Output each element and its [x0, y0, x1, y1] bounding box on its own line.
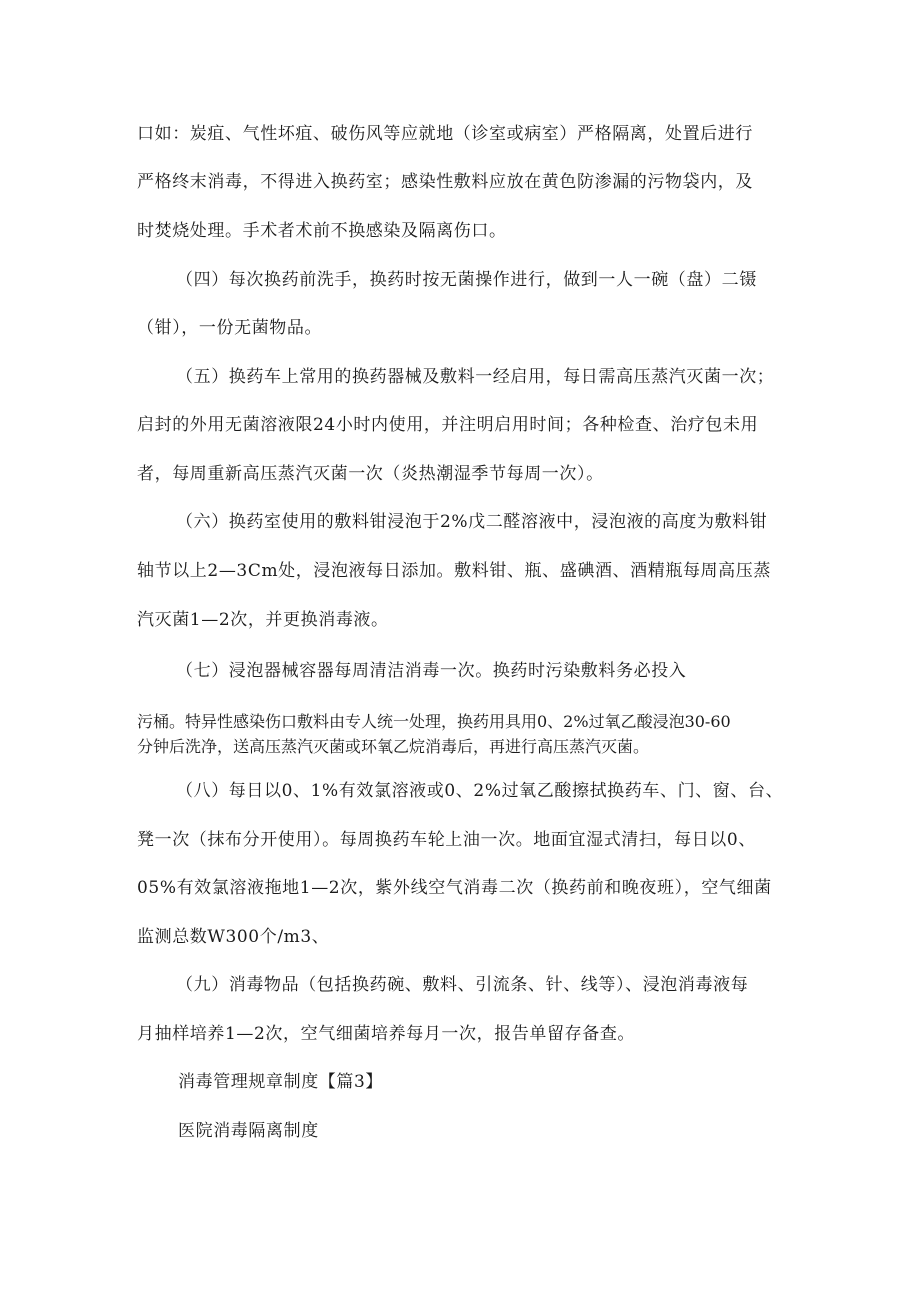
paragraph-line: 月抽样培养1—2次，空气细菌培养每月一次，报告单留存备查。 [137, 1024, 636, 1044]
paragraph-line: （四）每次换药前洗手，换药时按无菌操作进行，做到一人一碗（盘）二镊 [176, 270, 757, 290]
paragraph-line: （六）换药室使用的敷料钳浸泡于2%戊二醛溶液中，浸泡液的高度为敷料钳 [176, 512, 768, 532]
section-heading: 消毒管理规章制度【篇3】 [178, 1072, 384, 1092]
paragraph-line: 凳一次（抹布分开使用）。每周换药车轮上油一次。地面宜湿式清扫，每日以0、 [137, 830, 756, 850]
paragraph-line: （八）每日以0、1%有效氯溶液或0、2%过氧乙酸擦拭换药车、门、窗、台、 [176, 781, 784, 801]
paragraph-line: 者，每周重新高压蒸汽灭菌一次（炎热潮湿季节每周一次）。 [137, 464, 604, 484]
paragraph-line: 口如：炭疽、气性坏疽、破伤风等应就地（诊室或病室）严格隔离，处置后进行 [137, 124, 753, 144]
paragraph-line: 分钟后洗净，送高压蒸汽灭菌或环氧乙烷消毒后，再进行高压蒸汽灭菌。 [137, 737, 650, 756]
paragraph-line: （钳），一份无菌物品。 [137, 318, 323, 338]
paragraph-line: （五）换药车上常用的换药器械及敷料一经启用，每日需高压蒸汽灭菌一次； [176, 367, 775, 387]
section-heading: 医院消毒隔离制度 [178, 1121, 319, 1141]
paragraph-line: 时焚烧处理。手术者术前不换感染及隔离伤口。 [137, 221, 507, 241]
paragraph-line: 05%有效氯溶液拖地1—2次，紫外线空气消毒二次（换药前和晚夜班），空气细菌 [137, 878, 772, 898]
paragraph-line: 汽灭菌1—2次，并更换消毒液。 [137, 610, 389, 630]
paragraph-line: （七）浸泡器械容器每周清洁消毒一次。换药时污染敷料务必投入 [176, 661, 687, 681]
paragraph-line: 启封的外用无菌溶液限24小时内使用，并注明启用时间；各种检查、治疗包未用 [137, 415, 759, 435]
paragraph-line: （九）消毒物品（包括换药碗、敷料、引流条、针、线等）、浸泡消毒液每 [176, 975, 749, 995]
paragraph-line: 监测总数W300个/m3、 [137, 927, 330, 947]
paragraph-line: 污桶。特异性感染伤口敷料由专人统一处理，换药用具用0、2%过氧乙酸浸泡30-60 [137, 712, 731, 731]
paragraph-line: 严格终末消毒，不得进入换药室；感染性敷料应放在黄色防渗漏的污物袋内，及 [137, 172, 753, 192]
paragraph-line: 轴节以上2—3Cm处，浸泡液每日添加。敷料钳、瓶、盛碘酒、酒精瓶每周高压蒸 [137, 561, 771, 581]
